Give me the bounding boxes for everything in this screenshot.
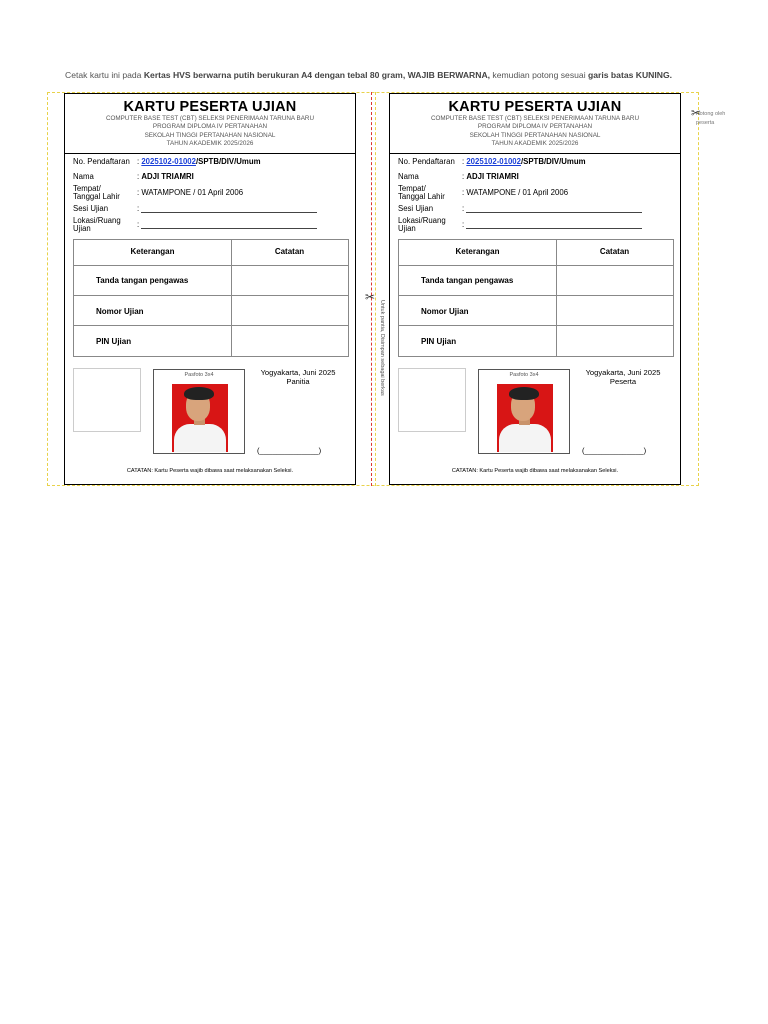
field-label: Tanggal Lahir [73,192,120,201]
card-subtitle: PROGRAM DIPLOMA IV PERTANAHAN [477,123,593,131]
card-header [65,94,355,154]
table-row [74,266,348,296]
card-note: CATATAN: Kartu Peserta wajib dibawa saat melaksanakan Seleksi. [451,468,619,474]
photo-frame [153,369,245,454]
field-label: Sesi Ujian [398,204,434,213]
scissors-icon: ✂ [691,106,702,120]
card-subtitle: SEKOLAH TINGGI PERTANAHAN NASIONAL [144,131,276,139]
registration-suffix: /SPTB/DIV/Umum [520,157,586,166]
participant-name: ADJI TRIAMRI [141,172,194,181]
table-row [74,296,348,326]
card-title: KARTU PESERTA UJIAN [123,99,297,115]
participant-photo [497,384,553,452]
card-title: KARTU PESERTA UJIAN [448,99,622,115]
row-label: PIN Ujian [96,337,132,346]
participant-name: ADJI TRIAMRI [466,172,519,181]
signature-line: (______________) [582,446,647,455]
photo-label: Pasfoto 3x4 [184,372,214,378]
field-label: Tanggal Lahir [398,192,445,201]
field-label: Tempat/ [398,184,426,193]
participant-info: No. Pendaftaran : 2025102-01002/SPTB/DIV/Umum Nama : ADJI TRIAMRI Tempat/ Tanggal Lahir : WATAMPONE / 01 April 2006 Sesi Ujian : Lokasi/Ruang Ujian : [65,154,355,239]
field-label: Lokasi/Ruang [398,216,446,225]
red-fold-line [371,92,372,486]
instruction-paper-spec: Kertas HVS berwarna putih berukuran A4 dengan tebal 80 gram, WAJIB BERWARNA, [143,70,491,80]
signature-block [568,368,678,386]
field-label: Nama [73,172,94,181]
card-note: CATATAN: Kartu Peserta wajib dibawa saat melaksanakan Seleksi. [126,468,294,474]
exam-card-committee [64,93,356,485]
instruction-cut-line: garis batas KUNING. [588,70,673,80]
row-label: Nomor Ujian [96,307,144,316]
card-subtitle: TAHUN AKADEMIK 2025/2026 [491,140,579,148]
session-blank [141,207,317,213]
row-label: Tanda tangan pengawas [421,276,514,285]
field-label: No. Pendaftaran [73,157,130,166]
stamp-box [398,368,466,432]
field-label: Ujian [73,224,91,233]
location-blank [141,223,317,229]
table-row [399,266,673,296]
card-subtitle: COMPUTER BASE TEST (CBT) SELEKSI PENERIMAAN TARUNA BARU [105,115,315,122]
card-subtitle: PROGRAM DIPLOMA IV PERTANAHAN [152,123,268,131]
birth-value: WATAMPONE / 01 April 2006 [466,188,569,197]
field-label: No. Pendaftaran [398,157,455,166]
column-header: Keterangan [130,247,175,256]
signer-role: Panitia [286,377,310,386]
row-label: Tanda tangan pengawas [96,276,189,285]
table-header [74,240,348,266]
card-header [390,94,680,154]
cut-note: Potong oleh peserta [696,111,726,126]
notes-table [73,239,349,357]
signer-role: Peserta [609,377,637,386]
table-row [399,296,673,326]
instruction-text-2: kemudian potong sesuai [490,70,588,80]
photo-label: Pasfoto 3x4 [509,372,539,378]
session-blank [466,207,642,213]
signature-line: (______________) [257,446,322,455]
field-label: Nama [398,172,419,181]
instruction-text-1: Cetak kartu ini pada [65,70,144,80]
card-subtitle: TAHUN AKADEMIK 2025/2026 [166,140,254,148]
row-label: PIN Ujian [421,337,457,346]
registration-number-link[interactable]: 2025102-01002 [466,157,521,166]
field-label: Lokasi/Ruang [73,216,121,225]
card-subtitle: COMPUTER BASE TEST (CBT) SELEKSI PENERIMAAN TARUNA BARU [430,115,640,122]
field-label: Sesi Ujian [73,204,109,213]
registration-number-link[interactable]: 2025102-01002 [141,157,196,166]
column-header: Keterangan [455,247,500,256]
field-label: Tempat/ [73,184,101,193]
registration-suffix: /SPTB/DIV/Umum [195,157,261,166]
birth-value: WATAMPONE / 01 April 2006 [141,188,244,197]
photo-frame [478,369,570,454]
column-header: Catatan [599,247,630,256]
print-instruction [65,70,745,80]
notes-table [398,239,674,357]
field-label: Ujian [398,224,416,233]
card-subtitle: SEKOLAH TINGGI PERTANAHAN NASIONAL [469,131,601,139]
city-date: Yogyakarta, Juni 2025 [260,368,336,377]
exam-card-participant [389,93,681,485]
yellow-cut-line [375,92,376,486]
column-header: Catatan [274,247,305,256]
city-date: Yogyakarta, Juni 2025 [585,368,661,377]
participant-photo [172,384,228,452]
participant-info: No. Pendaftaran : 2025102-01002/SPTB/DIV/Umum Nama : ADJI TRIAMRI Tempat/ Tanggal Lahir : WATAMPONE / 01 April 2006 Sesi Ujian : Lokasi/Ruang Ujian : [390,154,680,239]
scissors-icon: ✂ [365,290,376,304]
committee-note: Untuk pantia, Disimpan sebagai berkas [379,300,385,396]
table-row [74,326,348,356]
stamp-box [73,368,141,432]
signature-block [243,368,353,386]
table-header [399,240,673,266]
row-label: Nomor Ujian [421,307,469,316]
table-row [399,326,673,356]
location-blank [466,223,642,229]
